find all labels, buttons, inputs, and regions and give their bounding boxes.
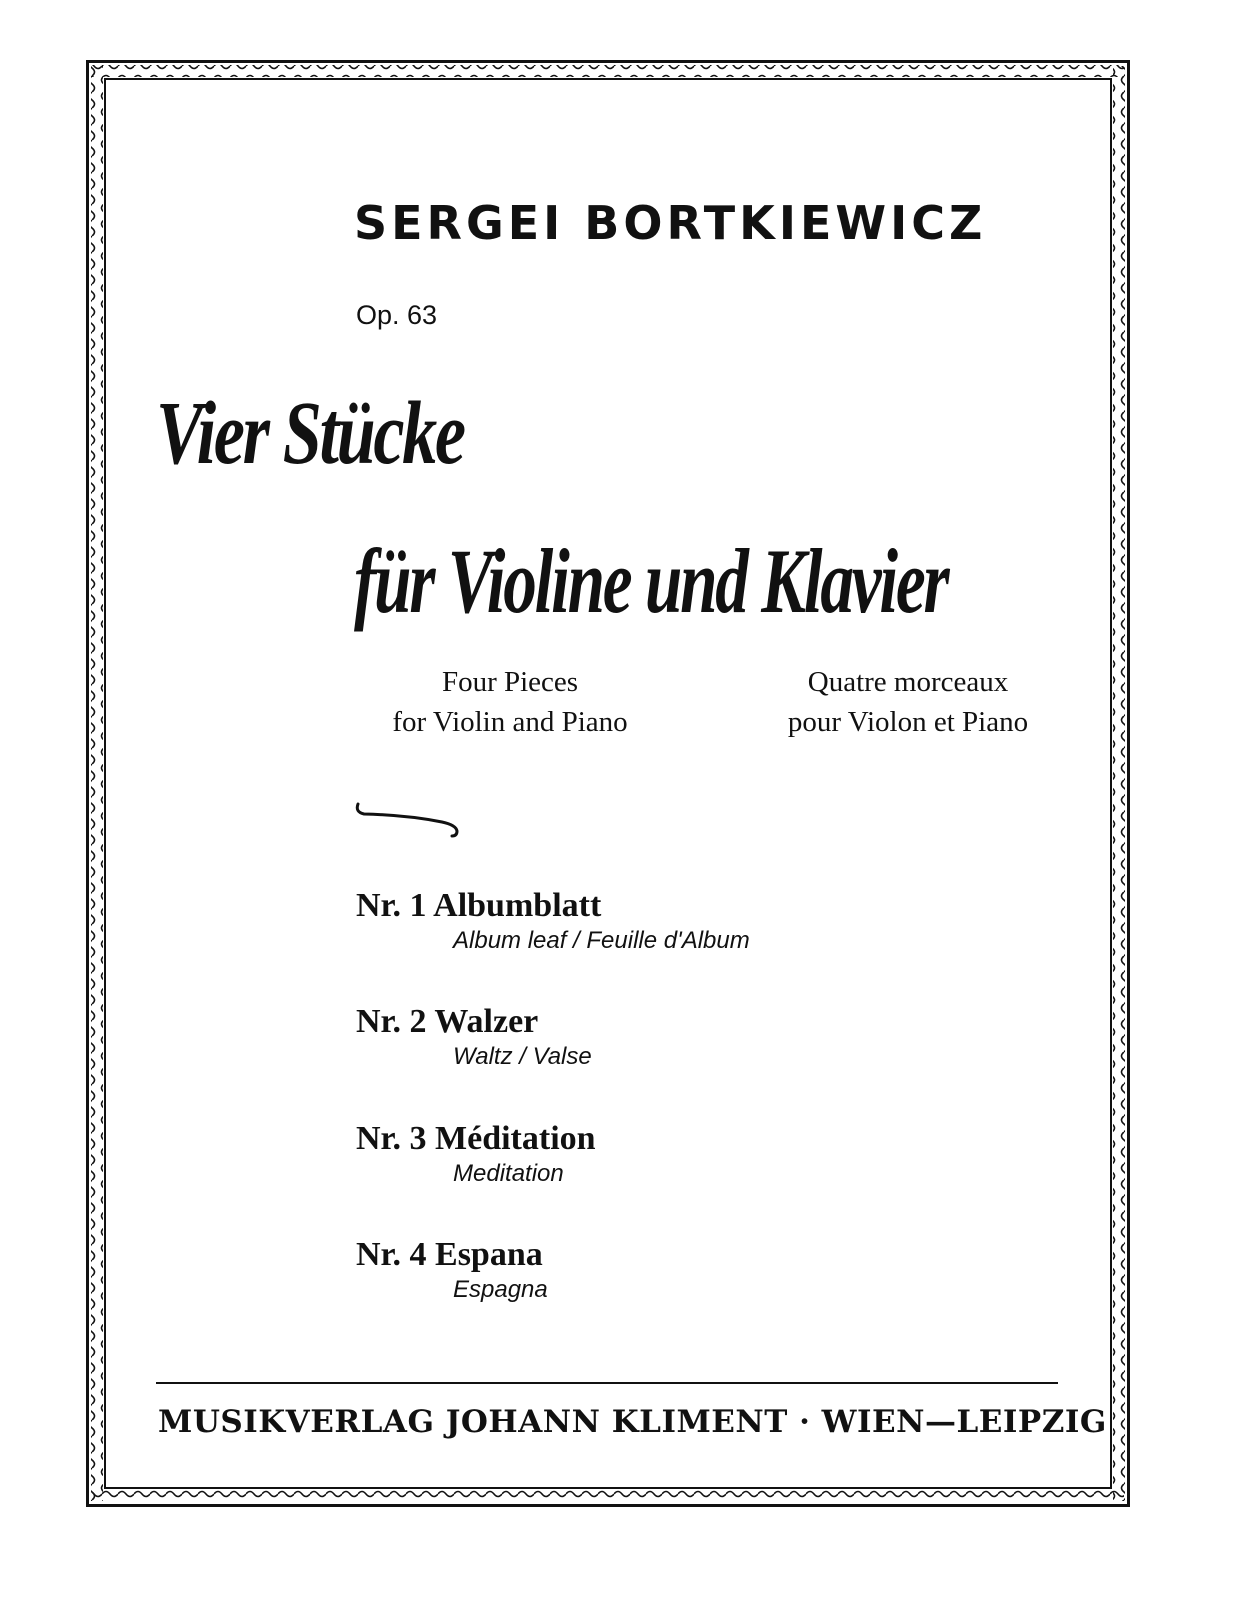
- title-line-2: für Violine und Klavier: [354, 530, 948, 632]
- subtitle-english: [330, 662, 690, 742]
- inner-border: [104, 78, 1112, 1489]
- composer-name: SERGEI BORTKIEWICZ: [354, 196, 987, 250]
- piece-1-title: Nr. 1 Albumblatt: [356, 887, 602, 924]
- piece-1: [356, 886, 750, 956]
- piece-2: [356, 1002, 592, 1072]
- piece-2-title: Nr. 2 Walzer: [356, 1003, 539, 1040]
- piece-1-translation: Album leaf / Feuille d'Album: [453, 927, 750, 954]
- piece-3: [356, 1119, 596, 1189]
- title-line-1: Vier Stücke: [156, 384, 464, 483]
- decorative-swash-ornament: [352, 798, 464, 842]
- subtitle-english-line-2: for Violin and Piano: [392, 706, 628, 738]
- publisher-divider-line: [156, 1382, 1058, 1384]
- subtitle-french-line-1: Quatre morceaux: [807, 666, 1009, 698]
- piece-4-title: Nr. 4 Espana: [356, 1236, 543, 1273]
- piece-4-translation: Espagna: [453, 1276, 548, 1303]
- piece-2-translation: Waltz / Valse: [453, 1043, 592, 1070]
- piece-3-translation: Meditation: [453, 1160, 564, 1187]
- subtitle-french-line-2: pour Violon et Piano: [787, 706, 1029, 738]
- opus-number: Op. 63: [356, 300, 438, 330]
- subtitle-french: [728, 662, 1088, 742]
- publisher-imprint: MUSIKVERLAG JOHANN KLIMENT · WIEN—LEIPZIG: [158, 1404, 1107, 1440]
- piece-3-title: Nr. 3 Méditation: [356, 1120, 596, 1157]
- piece-4: [356, 1235, 548, 1305]
- subtitle-english-line-1: Four Pieces: [441, 666, 579, 698]
